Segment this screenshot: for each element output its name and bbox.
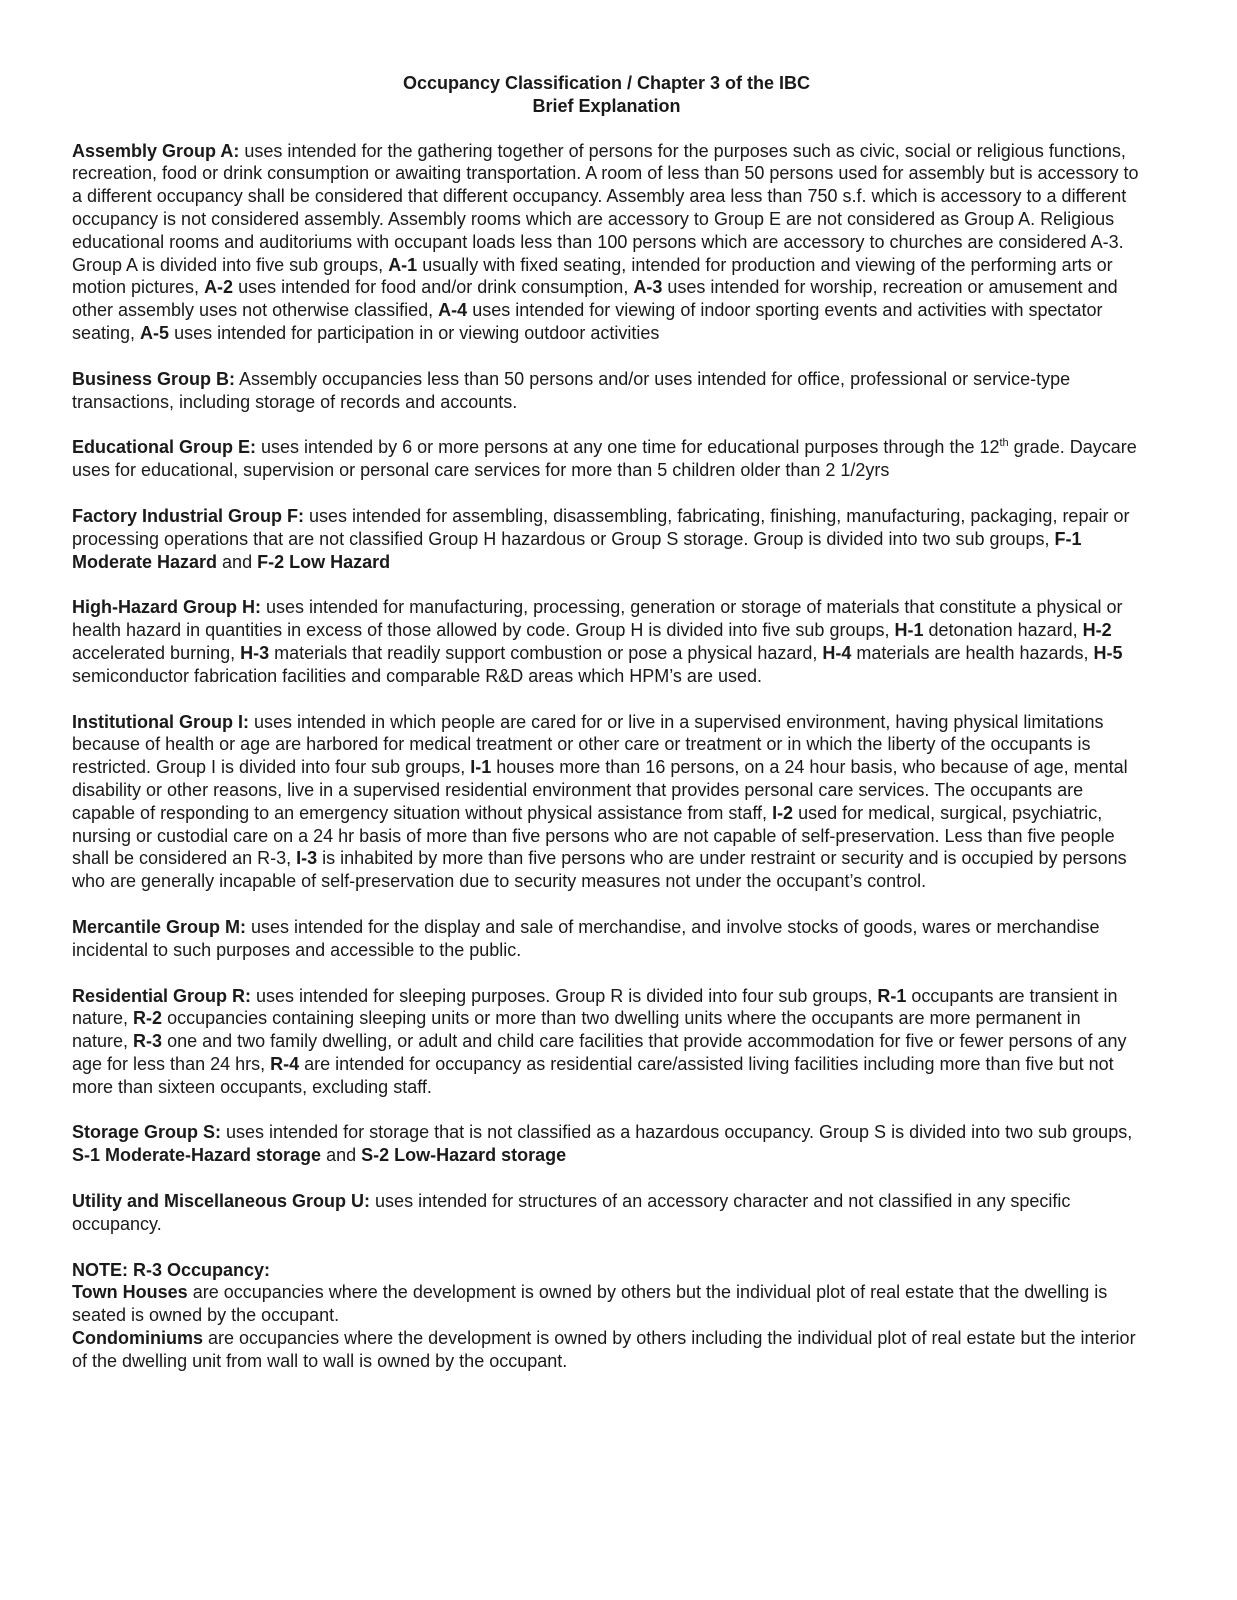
hazard-text-3: accelerated burning, — [72, 642, 241, 663]
i3-label: I-3 — [296, 848, 318, 869]
document-header — [72, 72, 1141, 118]
institutional-text-2: houses more than 16 persons, on a 24 hour basis, who because of age, mental disability or other reasons, live in a supervised residential environment that provides personal care services. The occupants are capable of responding to an emergency situation without physical assistance from staff, — [72, 757, 1128, 823]
residential-text-4: one and two family dwelling, or adult and child care facilities that provide accommodation for five or fewer persons of any age for less than 24 hrs, — [72, 1031, 1127, 1074]
a1-label: A-1 — [388, 254, 418, 275]
assembly-text-4: uses intended for worship, recreation or amusement and other assembly uses not otherwise classified, — [72, 277, 1118, 321]
assembly-group-paragraph — [72, 140, 1141, 345]
f1-label: F-1 Moderate Hazard — [72, 528, 1082, 572]
assembly-group-label: Assembly Group A: — [72, 140, 240, 161]
institutional-group-paragraph — [72, 711, 1141, 893]
hazard-text-1: uses intended for manufacturing, processing, generation or storage of materials that constitute a physical or health hazard in quantities in excess of those allowed by code. Group H is divided into five sub groups, — [72, 597, 1123, 641]
i1-label: I-1 — [470, 757, 492, 778]
utility-text: uses intended for structures of an accessory character and not classified in any specific occupancy. — [72, 1191, 1071, 1234]
mercantile-group-label: Mercantile Group M: — [72, 916, 247, 937]
residential-text-1: uses intended for sleeping purposes. Group R is divided into four sub groups, — [251, 985, 878, 1006]
assembly-text-1: uses intended for the gathering together of persons for the purposes such as civic, social or religious functions, recreation, food or drink consumption or awaiting transportation. A room of less than 50 persons used for assembly but is accessory to a different occupancy shall be considered that different occupancy. Assembly area less than 750 s.f. which is accessory to a different occupancy is not considered assembly. Assembly rooms which are accessory to Group E are not considered as Group A. Religious educational rooms and auditoriums with occupant loads less than 100 persons which are accessory to churches are considered A-3. Group A is divided into five sub groups, — [72, 140, 1139, 275]
utility-group-label: Utility and Miscellaneous Group U: — [72, 1191, 371, 1212]
h5-label: H-5 — [1093, 642, 1123, 663]
institutional-text-1: uses intended in which people are cared for or live in a supervised environment, having physical limitations because of health or age are harbored for medical treatment or other care or treatment or in which the liberty of the occupants is restricted. Group I is divided into four sub groups, — [72, 711, 1104, 778]
assembly-text-6: uses intended for participation in or viewing outdoor activities — [169, 322, 660, 343]
h4-label: H-4 — [822, 642, 852, 663]
condominiums-label: Condominiums — [72, 1328, 203, 1349]
town-houses-text: are occupancies where the development is owned by others but the individual plot of real estate that the dwelling is seated is owned by the occupant. — [72, 1282, 1108, 1326]
business-group-label: Business Group B: — [72, 368, 236, 389]
residential-text-2: occupants are transient in nature, — [72, 985, 1118, 1029]
residential-text-5: are intended for occupancy as residential care/assisted living facilities including more than five but not more than sixteen occupants, excluding staff. — [72, 1053, 1114, 1097]
factory-group-label: Factory Industrial Group F: — [72, 505, 305, 526]
factory-text-2: and — [217, 551, 258, 572]
grade-superscript: th — [999, 437, 1009, 450]
hazard-text-2: detonation hazard, — [923, 620, 1083, 641]
a2-label: A-2 — [204, 277, 234, 298]
assembly-text-5: uses intended for viewing of indoor sporting events and activities with spectator seating, — [72, 300, 1103, 343]
educational-text-2: grade. Daycare uses for educational, supervision or personal care services for more than 5 children older than 2 1/2yrs — [72, 437, 1137, 481]
institutional-group-label: Institutional Group I: — [72, 711, 249, 732]
r1-label: R-1 — [877, 985, 907, 1006]
business-group-paragraph — [72, 368, 1141, 414]
h2-label: H-2 — [1082, 620, 1112, 641]
residential-text-3: occupancies containing sleeping units or more than two dwelling units where the occupants are more permanent in nature, — [72, 1008, 1081, 1052]
h1-label: H-1 — [894, 620, 924, 641]
utility-group-paragraph — [72, 1190, 1141, 1236]
assembly-text-3: uses intended for food and/or drink consumption, — [233, 277, 634, 298]
hazard-text-4: materials that readily support combustion or pose a physical hazard, — [269, 642, 823, 663]
factory-text-1: uses intended for assembling, disassembling, fabricating, finishing, manufacturing, packaging, repair or processing operations that are not classified Group H hazardous or Group S storage. Group is divided into two sub groups, — [72, 505, 1130, 549]
storage-group-label: Storage Group S: — [72, 1122, 222, 1143]
hazard-group-label: High-Hazard Group H: — [72, 597, 261, 618]
a4-label: A-4 — [438, 300, 468, 321]
town-houses-label: Town Houses — [72, 1282, 188, 1303]
i2-label: I-2 — [772, 802, 794, 823]
storage-text-1: uses intended for storage that is not classified as a hazardous occupancy. Group S is divided into two sub groups, — [221, 1122, 1133, 1143]
h3-label: H-3 — [240, 642, 270, 663]
a3-label: A-3 — [633, 277, 663, 298]
factory-group-paragraph — [72, 505, 1141, 573]
residential-group-label: Residential Group R: — [72, 985, 252, 1006]
hazard-text-5: materials are health hazards, — [851, 642, 1094, 663]
f2-label: F-2 Low Hazard — [257, 551, 391, 572]
document-title: Occupancy Classification / Chapter 3 of the IBC — [402, 73, 811, 93]
condominiums-text: are occupancies where the development is owned by others including the individual plot of real estate but the interior of the dwelling unit from wall to wall is owned by the occupant. — [72, 1328, 1136, 1371]
s1-label: S-1 Moderate-Hazard storage — [72, 1145, 322, 1166]
educational-group-paragraph — [72, 436, 1141, 482]
town-houses-note — [72, 1281, 1141, 1327]
institutional-text-3: used for medical, surgical, psychiatric, nursing or custodial care on a 24 hr basis of more than five persons who are not capable of self-preservation. Less than five people shall be considered an R-3, — [72, 802, 1115, 869]
r2-label: R-2 — [133, 1008, 163, 1029]
document-subtitle: Brief Explanation — [532, 95, 681, 116]
mercantile-text: uses intended for the display and sale of merchandise, and involve stocks of goods, wares or merchandise incidental to such purposes and accessible to the public. — [72, 916, 1100, 960]
storage-group-paragraph — [72, 1121, 1141, 1167]
educational-text-1: uses intended by 6 or more persons at any one time for educational purposes through the 12 — [256, 437, 1000, 458]
s2-label: S-2 Low-Hazard storage — [361, 1145, 567, 1166]
condominiums-note — [72, 1327, 1141, 1373]
note-heading: NOTE: R-3 Occupancy: — [72, 1259, 271, 1280]
r3-label: R-3 — [133, 1031, 163, 1052]
hazard-text-6: semiconductor fabrication facilities and comparable R&D areas which HPM’s are used. — [72, 665, 762, 686]
assembly-text-2: usually with fixed seating, intended for production and viewing of the performing arts or motion pictures, — [72, 254, 1113, 298]
storage-text-2: and — [321, 1145, 362, 1166]
residential-group-paragraph — [72, 985, 1141, 1099]
mercantile-group-paragraph — [72, 916, 1141, 962]
business-text: Assembly occupancies less than 50 persons and/or uses intended for office, professional or service-type transactions, including storage of records and accounts. — [72, 368, 1071, 412]
a5-label: A-5 — [140, 322, 170, 343]
hazard-group-paragraph — [72, 596, 1141, 687]
r3-note — [72, 1259, 1141, 1373]
educational-group-label: Educational Group E: — [72, 437, 257, 458]
r4-label: R-4 — [270, 1053, 300, 1074]
institutional-text-4: is inhabited by more than five persons who are under restraint or security and is occupied by persons who are generally incapable of self-preservation due to security measures not under the occupant’s control. — [72, 848, 1127, 892]
